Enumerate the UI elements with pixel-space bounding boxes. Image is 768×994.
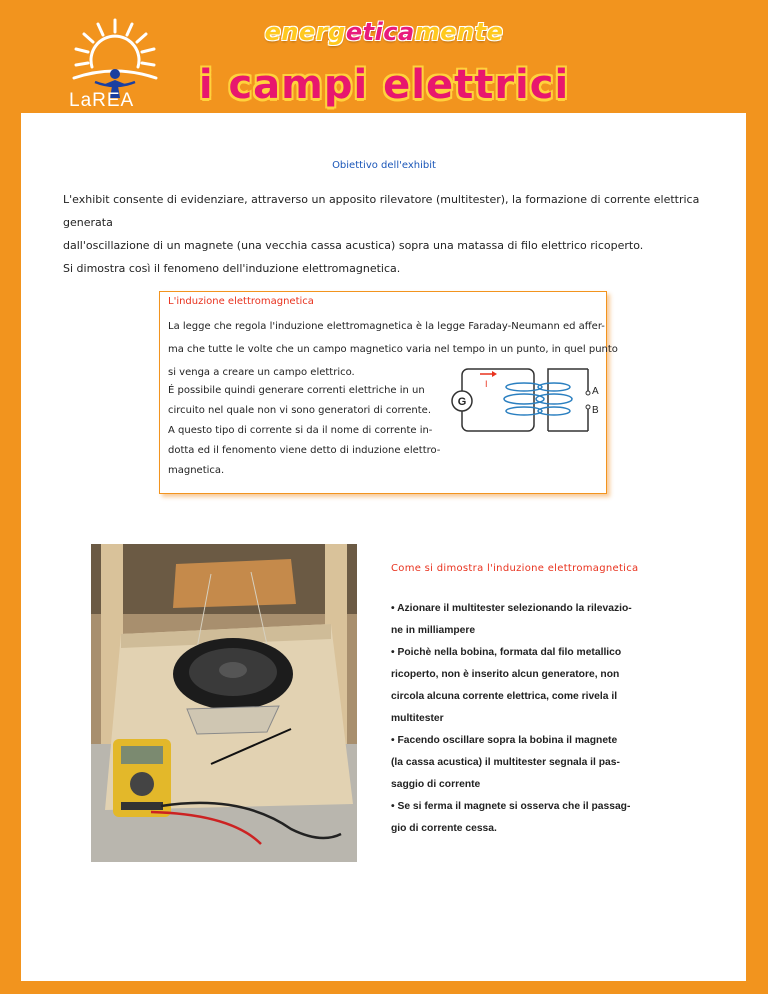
demonstration-steps: [391, 598, 681, 840]
induction-line: circuito nel quale non vi sono generatori di corrente.: [168, 405, 432, 416]
step-line: circola alcuna corrente elettrica, come rivela il: [391, 691, 618, 702]
step-line: • Se si ferma il magnete si osserva che il passag-: [391, 801, 631, 812]
objective-text: [63, 188, 713, 280]
induction-line: dotta ed il fenomento viene detto di induzione elettro-: [168, 445, 441, 456]
terminal-b-label: B: [592, 405, 599, 416]
step-line: • Azionare il multitester selezionando la rilevazio-: [391, 603, 632, 614]
induction-circuit-diagram: [450, 365, 600, 435]
current-label: I: [485, 379, 488, 389]
step-line: ne in milliampere: [391, 625, 476, 636]
brand-start: energ: [264, 18, 346, 46]
brand-mid: etica: [345, 18, 415, 46]
page-title: i campi elettrici: [198, 62, 570, 108]
objective-line: dall'oscillazione di un magnete (una vecchia cassa acustica) sopra una matassa di filo elettrico ricoperto.: [63, 239, 644, 252]
induction-line: magnetica.: [168, 465, 225, 476]
exhibit-photo: [91, 544, 357, 862]
step-line: (la cassa acustica) il multitester segnala il pas-: [391, 757, 620, 768]
step-line: multitester: [391, 713, 444, 724]
induction-box-title: L'induzione elettromagnetica: [168, 296, 314, 307]
objective-line: Si dimostra così il fenomeno dell'induzione elettromagnetica.: [63, 262, 401, 275]
induction-line: A questo tipo di corrente si da il nome di corrente in-: [168, 425, 433, 436]
demonstration-heading: Come si dimostra l'induzione elettromagnetica: [391, 563, 639, 574]
objective-line: L'exhibit consente di evidenziare, attraverso un apposito rilevatore (multitester), la formazione di corrente elettrica generata: [63, 193, 700, 229]
induction-line: La legge che regola l'induzione elettromagnetica è la legge Faraday-Neumann ed affer-: [168, 321, 605, 332]
brand-end: mente: [414, 18, 504, 46]
galvanometer-label: G: [457, 396, 467, 408]
induction-line: ma che tutte le volte che un campo magnetico varia nel tempo in un punto, in quel punto: [168, 344, 618, 355]
step-line: • Facendo oscillare sopra la bobina il magnete: [391, 735, 618, 746]
induction-line: É possibile quindi generare correnti elettriche in un: [168, 385, 425, 396]
induction-line: si venga a creare un campo elettrico.: [168, 367, 355, 378]
induction-box: [159, 291, 618, 494]
terminal-a-label: A: [592, 386, 599, 397]
step-line: gio di corrente cessa.: [391, 823, 497, 834]
larea-logo-text: LaREA: [69, 90, 135, 111]
step-line: saggio di corrente: [391, 779, 481, 790]
brand-wordmark: [0, 18, 768, 46]
step-line: ricoperto, non è inserito alcun generatore, non: [391, 669, 620, 680]
step-line: • Poichè nella bobina, formata dal filo metallico: [391, 647, 622, 658]
objective-heading: Obiettivo dell'exhibit: [332, 160, 436, 171]
